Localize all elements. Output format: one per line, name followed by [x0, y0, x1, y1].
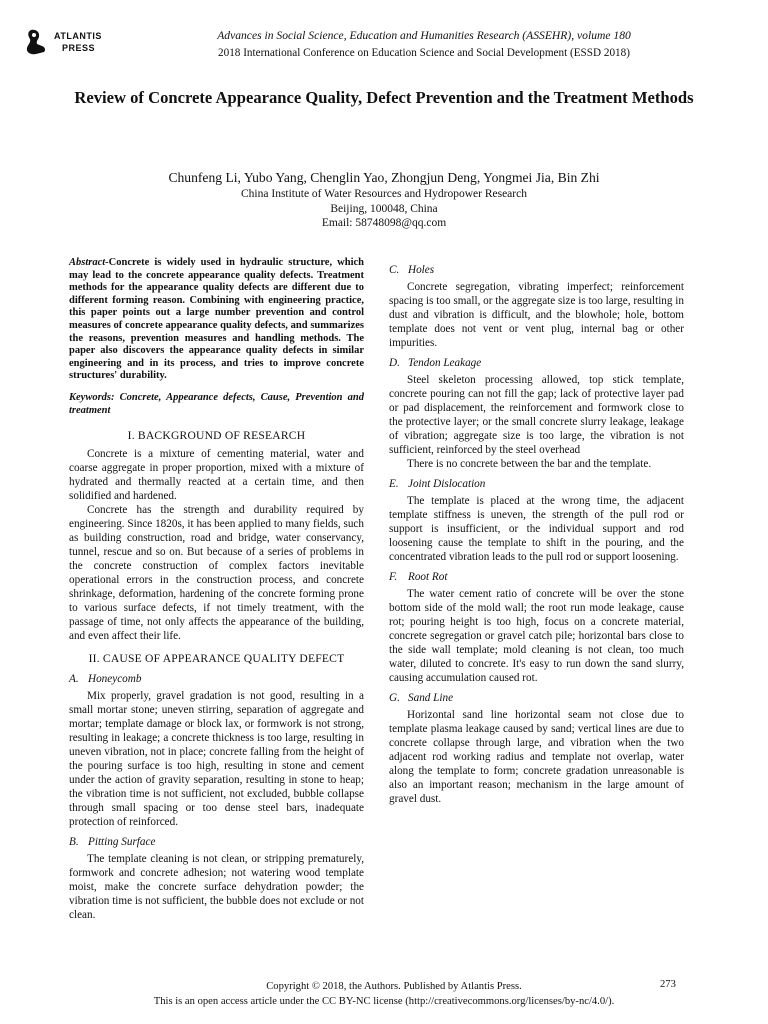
subsection-d-label: D.: [389, 357, 400, 369]
subsection-a-label: A.: [69, 673, 79, 686]
abstract-text: Concrete is widely used in hydraulic structure, which may lead to the concrete appearance quality defects. Treatment methods for the appearance quality defects are different due to different forming reason. Combining with engineering practice, this paper points out a large number prevention and control measures of concrete appearance quality defects, and summarizes the reasons, prevention measures and handling methods. The paper also discovers the appearance quality defects in similar engineering and in its process, and tries to improve concrete structures' durability.: [69, 257, 364, 382]
subsection-b-label: B.: [69, 836, 79, 849]
subsection-g-text: Horizontal sand line horizontal seam not close due to template plasma leakage caused by sand; vertical lines are due to concrete collapse through large, and vibration when the two adjacent rod working radius and template not overlap, water along the template to form; concrete gradation unreasonable is also an important reason; mechanism in the large amount of gravel dust.: [389, 709, 684, 805]
subsection-e-label: E.: [389, 478, 399, 490]
conference-name: 2018 International Conference on Education Science and Social Development (ESSD 2018): [218, 47, 630, 59]
left-column: [69, 257, 364, 922]
subsection-a-heading: [69, 672, 364, 686]
section-1-heading: I. BACKGROUND OF RESEARCH: [127, 429, 306, 443]
subsection-f-title: Root Rot: [408, 571, 448, 583]
subsection-c-label: C.: [389, 264, 400, 276]
subsection-d-title: Tendon Leakage: [408, 357, 482, 369]
abstract-label: Abstract-: [69, 257, 109, 268]
subsection-g-label: G.: [389, 692, 400, 704]
logo-line-1: ATLANTIS: [54, 31, 102, 41]
subsection-g-heading: [389, 691, 684, 705]
logo-line-2: PRESS: [62, 43, 96, 53]
paper-title: Review of Concrete Appearance Quality, Defect Prevention and the Treatment Methods: [74, 88, 694, 107]
subsection-b-heading: [69, 835, 364, 849]
page-number: 273: [660, 979, 676, 990]
right-column: [389, 223, 684, 806]
section-1-paragraph-2: Concrete has the strength and durability required by engineering. Since 1820s, it has been applied to many fields, such as building construction, road and bridge, water conservancy, tunnel, rescue and so on. But because of a series of problems in the concrete construction of complex factors inevitable operational errors in the construction process, and concrete shrinkage, deformation, hardening of the concrete forming prone to various surface defects, if not timely treatment, with the passage of time, not only affects the appearance of the building, and even affect their life.: [69, 504, 364, 643]
subsection-f-heading: [389, 570, 684, 584]
subsection-d-text-2: There is no concrete between the bar and the template.: [407, 458, 652, 470]
section-2-heading: II. CAUSE OF APPEARANCE QUALITY DEFECT: [88, 652, 345, 666]
subsection-a-text: Mix properly, gravel gradation is not good, resulting in a small mortar stone; uneven stirring, separation of aggregate and mortar; template damage or block lax, or formwork is not strong, resulting in leakage; a concrete thickness is too large, resulting in uneven vibration, not in place; concrete falling from the height of the pouring surface is too high, resulting in stone and cement under the action of gravity separation, resulting in stone to heap; the vibration time is not sufficient, not excluded, bubble collapse through small spacing or too dense steel bars, inadequate protection of reinforced.: [69, 690, 364, 829]
subsection-d-text: Steel skeleton processing allowed, top stick template, concrete pouring can not fill the gap; lack of protective layer pad or pad displacement, the reinforcement and formwork close to the protective layer; or the small concrete slurry leakage, leakage of vibration; aggregate size is too large, the vibration is not sufficient, reinforced by the steel overhead: [389, 374, 684, 456]
subsection-f-label: F.: [389, 571, 398, 583]
keywords: Keywords: Concrete, Appearance defects, Cause, Prevention and treatment: [69, 391, 364, 416]
journal-name: Advances in Social Science, Education and Humanities Research (ASSEHR), volume 180: [217, 29, 631, 42]
subsection-b-text: The template cleaning is not clean, or stripping prematurely, formwork and concrete adhesion; not watering wood template moist, make the concrete surface dehydration powder; the vibration time is not sufficient, the bubble does not exclude or not clean.: [69, 853, 364, 922]
copyright-notice: Copyright © 2018, the Authors. Published by Atlantis Press.: [266, 981, 522, 992]
subsection-d-heading: [389, 356, 684, 370]
subsection-c-title: Holes: [408, 264, 435, 276]
affiliation-institution: China Institute of Water Resources and Hydropower Research: [241, 188, 527, 200]
running-header: [0, 28, 768, 61]
author-list: Chunfeng Li, Yubo Yang, Chenglin Yao, Zhongjun Deng, Yongmei Jia, Bin Zhi: [168, 170, 600, 185]
subsection-a-title: Honeycomb: [88, 673, 142, 686]
license-notice: This is an open access article under the CC BY-NC license (http://creativecommons.org/licenses/by-nc/4.0/).: [153, 996, 615, 1007]
affiliation-email: Email: 58748098@qq.com: [321, 217, 447, 229]
subsection-b-title: Pitting Surface: [88, 836, 156, 849]
section-1-paragraph-1: Concrete is a mixture of cementing material, water and coarse aggregate in proper proportion, mixed with a mixture of hydrated and thermally reacted at a certain time, and then solidified and hardened.: [69, 448, 364, 503]
abstract: [69, 257, 364, 383]
subsection-e-title: Joint Dislocation: [408, 478, 486, 490]
subsection-e-heading: [389, 477, 684, 491]
subsection-f-text: The water cement ratio of concrete will be over the stone bottom side of the mold wall; the root run mode leakage, cause rot; pouring height is too high, focus on a concrete material, concrete segregation or gravel catch pile; horizontal bars close to the side wall template; mold cleaning is not clean, too much water, diluted to concrete. It's easy to run down the sand slurry, causing accumulation caused rot.: [389, 588, 684, 684]
subsection-g-title: Sand Line: [408, 692, 454, 704]
subsection-c-heading: [389, 263, 684, 277]
subsection-c-text: Concrete segregation, vibrating imperfect; reinforcement spacing is too small, or the aggregate size is too large, resulting in dust and vibration is difficult, and the blowhole; hole, bottom template does not vent or vent plug, internal bag or other impurities.: [389, 281, 684, 349]
page-footer: [0, 979, 768, 1009]
affiliation-city: Beijing, 100048, China: [330, 202, 438, 215]
column-spacer: [389, 223, 684, 257]
subsection-e-text: The template is placed at the wrong time, the adjacent template stiffness is uneven, the strength of the pull rod or support is insufficient, or the individual support and rod loosening cause the template to shift in the pouring, and the concentrated vibration leads to the pull rod or support loosening.: [389, 495, 684, 563]
